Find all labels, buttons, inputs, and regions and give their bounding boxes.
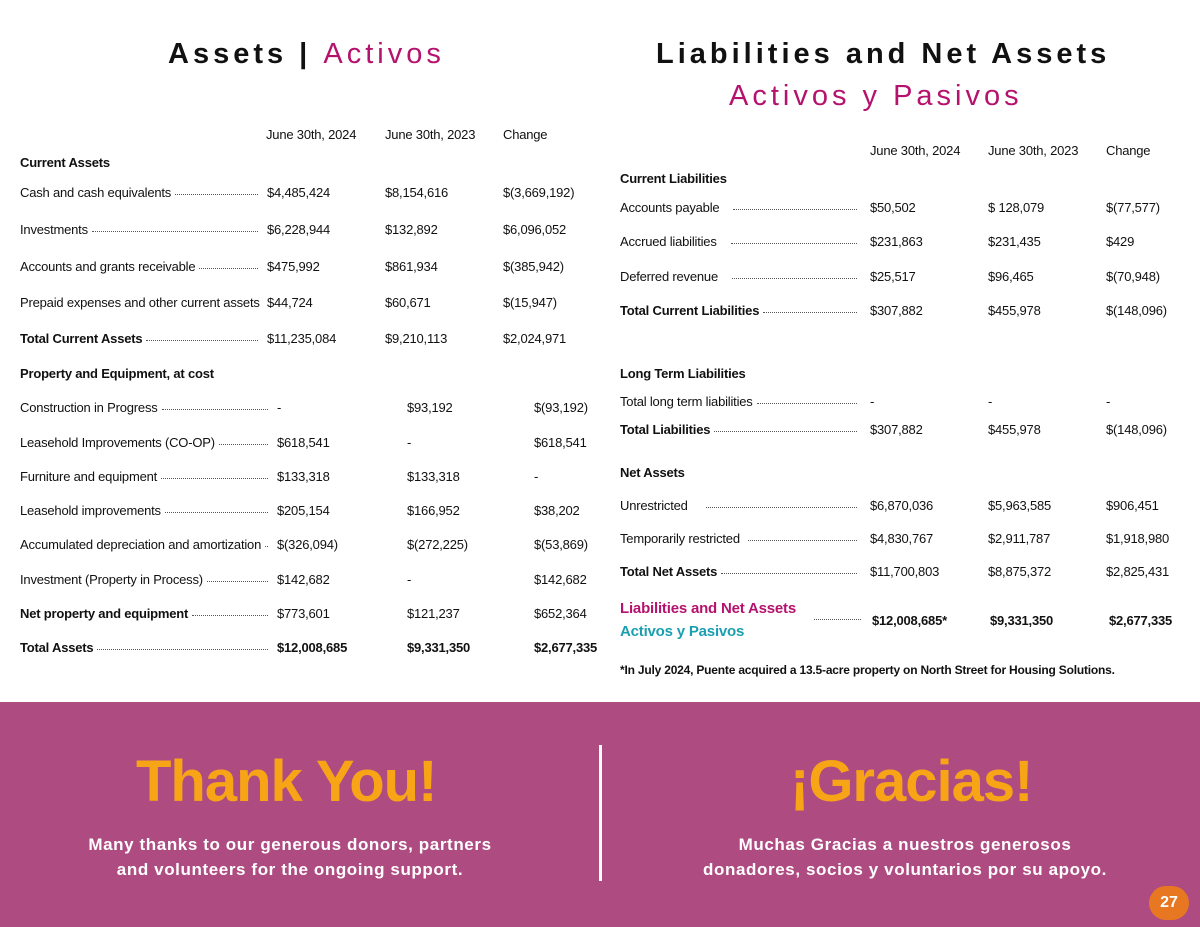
row-value-2023: $(272,225) bbox=[407, 537, 468, 552]
row-value-change: - bbox=[1106, 394, 1111, 409]
row-value-2023: - bbox=[988, 394, 993, 409]
row-value-2024: $773,601 bbox=[277, 606, 330, 621]
row-value-change: $(15,947) bbox=[503, 295, 557, 310]
row-label: Accrued liabilities bbox=[620, 234, 717, 249]
row-value-2024: $205,154 bbox=[277, 503, 330, 518]
gracias-text bbox=[655, 832, 1155, 882]
row-value-2023: $60,671 bbox=[385, 295, 431, 310]
row-label: Total Liabilities bbox=[620, 422, 711, 437]
row-value-2024: $307,882 bbox=[870, 422, 923, 437]
row-value-2023: $861,934 bbox=[385, 259, 438, 274]
row-value-2024: $12,008,685* bbox=[872, 613, 947, 628]
row-value-2024: $307,882 bbox=[870, 303, 923, 318]
row-label: Total Current Assets bbox=[20, 331, 143, 346]
row-label: Investment (Property in Process) bbox=[20, 572, 203, 587]
liabilities-title-es: Activos y Pasivos bbox=[729, 80, 1023, 112]
row-value-2023: $231,435 bbox=[988, 234, 1041, 249]
row-value-2024: - bbox=[870, 394, 875, 409]
row-label: Net property and equipment bbox=[20, 606, 189, 621]
row-label: Temporarily restricted bbox=[620, 531, 740, 546]
row-value-2024: $618,541 bbox=[277, 435, 330, 450]
row-value-2023: $9,210,113 bbox=[385, 331, 448, 346]
row-value-2024: $12,008,685 bbox=[277, 640, 348, 655]
row-value-2023: $ 128,079 bbox=[988, 200, 1045, 215]
row-label: Total long term liabilities bbox=[620, 394, 753, 409]
row-value-change: $(53,869) bbox=[534, 537, 588, 552]
row-value-change: $142,682 bbox=[534, 572, 587, 587]
row-value-2023: $455,978 bbox=[988, 303, 1041, 318]
liabilities-title: Liabilities and Net Assets bbox=[656, 38, 1111, 70]
row-value-change: $1,918,980 bbox=[1106, 531, 1170, 546]
row-value-2024: $6,870,036 bbox=[870, 498, 934, 513]
row-value-change: $2,677,335 bbox=[1109, 613, 1173, 628]
row-value-2024: $25,517 bbox=[870, 269, 916, 284]
row-value-change: - bbox=[534, 469, 539, 484]
assets-header-2024: June 30th, 2024 bbox=[266, 127, 357, 142]
row-label: Deferred revenue bbox=[620, 269, 718, 284]
row-value-2023: $96,465 bbox=[988, 269, 1034, 284]
gracias-text-line1: Muchas Gracias a nuestros generosos bbox=[738, 835, 1072, 854]
row-value-2024: - bbox=[277, 400, 282, 415]
row-value-2023: $121,237 bbox=[407, 606, 460, 621]
net-assets-heading: Net Assets bbox=[620, 465, 685, 480]
thank-you-text bbox=[40, 832, 540, 882]
row-value-2023: $166,952 bbox=[407, 503, 460, 518]
row-label: Leasehold Improvements (CO-OP) bbox=[20, 435, 215, 450]
gracias-text-line2: donadores, socios y voluntarios por su apoyo. bbox=[703, 860, 1107, 879]
row-value-2023: - bbox=[407, 435, 412, 450]
row-label: Prepaid expenses and other current assets bbox=[20, 295, 260, 310]
row-label: Total Net Assets bbox=[620, 564, 718, 579]
row-value-2024: $475,992 bbox=[267, 259, 320, 274]
row-label: Construction in Progress bbox=[20, 400, 158, 415]
assets-header-2023: June 30th, 2023 bbox=[385, 127, 476, 142]
row-value-change: $(148,096) bbox=[1106, 422, 1167, 437]
row-value-change: $38,202 bbox=[534, 503, 580, 518]
row-value-2023: $5,963,585 bbox=[988, 498, 1052, 513]
liab-header-change: Change bbox=[1106, 143, 1151, 158]
row-value-change: $(3,669,192) bbox=[503, 185, 575, 200]
row-value-2023: $455,978 bbox=[988, 422, 1041, 437]
footer-divider bbox=[599, 745, 602, 881]
row-value-2023: - bbox=[407, 572, 412, 587]
row-value-2023: $133,318 bbox=[407, 469, 460, 484]
row-label: Total Assets bbox=[20, 640, 94, 655]
row-value-2024: $4,830,767 bbox=[870, 531, 934, 546]
liab-header-2023: June 30th, 2023 bbox=[988, 143, 1079, 158]
row-value-change: $618,541 bbox=[534, 435, 587, 450]
assets-title-es: Activos bbox=[323, 38, 445, 70]
row-value-change: $429 bbox=[1106, 234, 1135, 249]
page-number-badge: 27 bbox=[1149, 886, 1189, 920]
row-label: Unrestricted bbox=[620, 498, 688, 513]
row-label: Cash and cash equivalents bbox=[20, 185, 172, 200]
row-value-2024: $50,502 bbox=[870, 200, 916, 215]
row-value-2023: $8,875,372 bbox=[988, 564, 1052, 579]
row-value-2023: $9,331,350 bbox=[990, 613, 1054, 628]
grand-total-leader bbox=[814, 619, 861, 620]
longterm-heading: Long Term Liabilities bbox=[620, 366, 746, 381]
thank-you-band bbox=[0, 702, 1200, 927]
row-value-2023: $2,911,787 bbox=[988, 531, 1051, 546]
row-value-2023: $93,192 bbox=[407, 400, 453, 415]
row-label: Investments bbox=[20, 222, 88, 237]
row-value-2024: $231,863 bbox=[870, 234, 923, 249]
row-value-change: $906,451 bbox=[1106, 498, 1159, 513]
property-heading: Property and Equipment, at cost bbox=[20, 366, 214, 381]
row-value-2023: $132,892 bbox=[385, 222, 438, 237]
row-value-change: $2,677,335 bbox=[534, 640, 598, 655]
row-value-2024: $44,724 bbox=[267, 295, 313, 310]
row-value-change: $(93,192) bbox=[534, 400, 588, 415]
row-label: Accounts and grants receivable bbox=[20, 259, 196, 274]
row-value-change: $6,096,052 bbox=[503, 222, 567, 237]
row-value-2024: $6,228,944 bbox=[267, 222, 331, 237]
row-value-2023: $9,331,350 bbox=[407, 640, 471, 655]
row-label: Furniture and equipment bbox=[20, 469, 158, 484]
row-value-2024: $133,318 bbox=[277, 469, 330, 484]
row-value-change: $2,825,431 bbox=[1106, 564, 1170, 579]
current-liabilities-heading: Current Liabilities bbox=[620, 171, 727, 186]
row-value-change: $652,364 bbox=[534, 606, 587, 621]
liab-header-2024: June 30th, 2024 bbox=[870, 143, 961, 158]
row-value-change: $(385,942) bbox=[503, 259, 564, 274]
assets-title bbox=[168, 38, 445, 71]
assets-header-change: Change bbox=[503, 127, 548, 142]
grand-total-label-es: Activos y Pasivos bbox=[620, 623, 745, 640]
row-label: Leasehold improvements bbox=[20, 503, 161, 518]
footnote: *In July 2024, Puente acquired a 13.5-acre property on North Street for Housing Solutions. bbox=[620, 663, 1115, 677]
assets-title-en: Assets | bbox=[168, 38, 312, 70]
thank-you-title: Thank You! bbox=[136, 749, 437, 814]
row-value-change: $(77,577) bbox=[1106, 200, 1160, 215]
row-value-2024: $4,485,424 bbox=[267, 185, 331, 200]
thank-you-text-line2: and volunteers for the ongoing support. bbox=[116, 860, 464, 879]
row-value-2024: $(326,094) bbox=[277, 537, 338, 552]
gracias-title: ¡Gracias! bbox=[790, 749, 1033, 814]
thank-you-text-line1: Many thanks to our generous donors, partners bbox=[88, 835, 492, 854]
grand-total-label: Liabilities and Net Assets bbox=[620, 600, 796, 617]
current-assets-heading: Current Assets bbox=[20, 155, 110, 170]
row-value-change: $2,024,971 bbox=[503, 331, 567, 346]
row-label: Total Current Liabilities bbox=[620, 303, 760, 318]
row-value-change: $(148,096) bbox=[1106, 303, 1167, 318]
row-value-2024: $11,700,803 bbox=[870, 564, 940, 579]
row-label: Accumulated depreciation and amortization bbox=[20, 537, 262, 552]
row-value-2024: $142,682 bbox=[277, 572, 330, 587]
row-value-2024: $11,235,084 bbox=[267, 331, 337, 346]
row-value-2023: $8,154,616 bbox=[385, 185, 449, 200]
row-value-change: $(70,948) bbox=[1106, 269, 1160, 284]
row-label: Accounts payable bbox=[620, 200, 720, 215]
